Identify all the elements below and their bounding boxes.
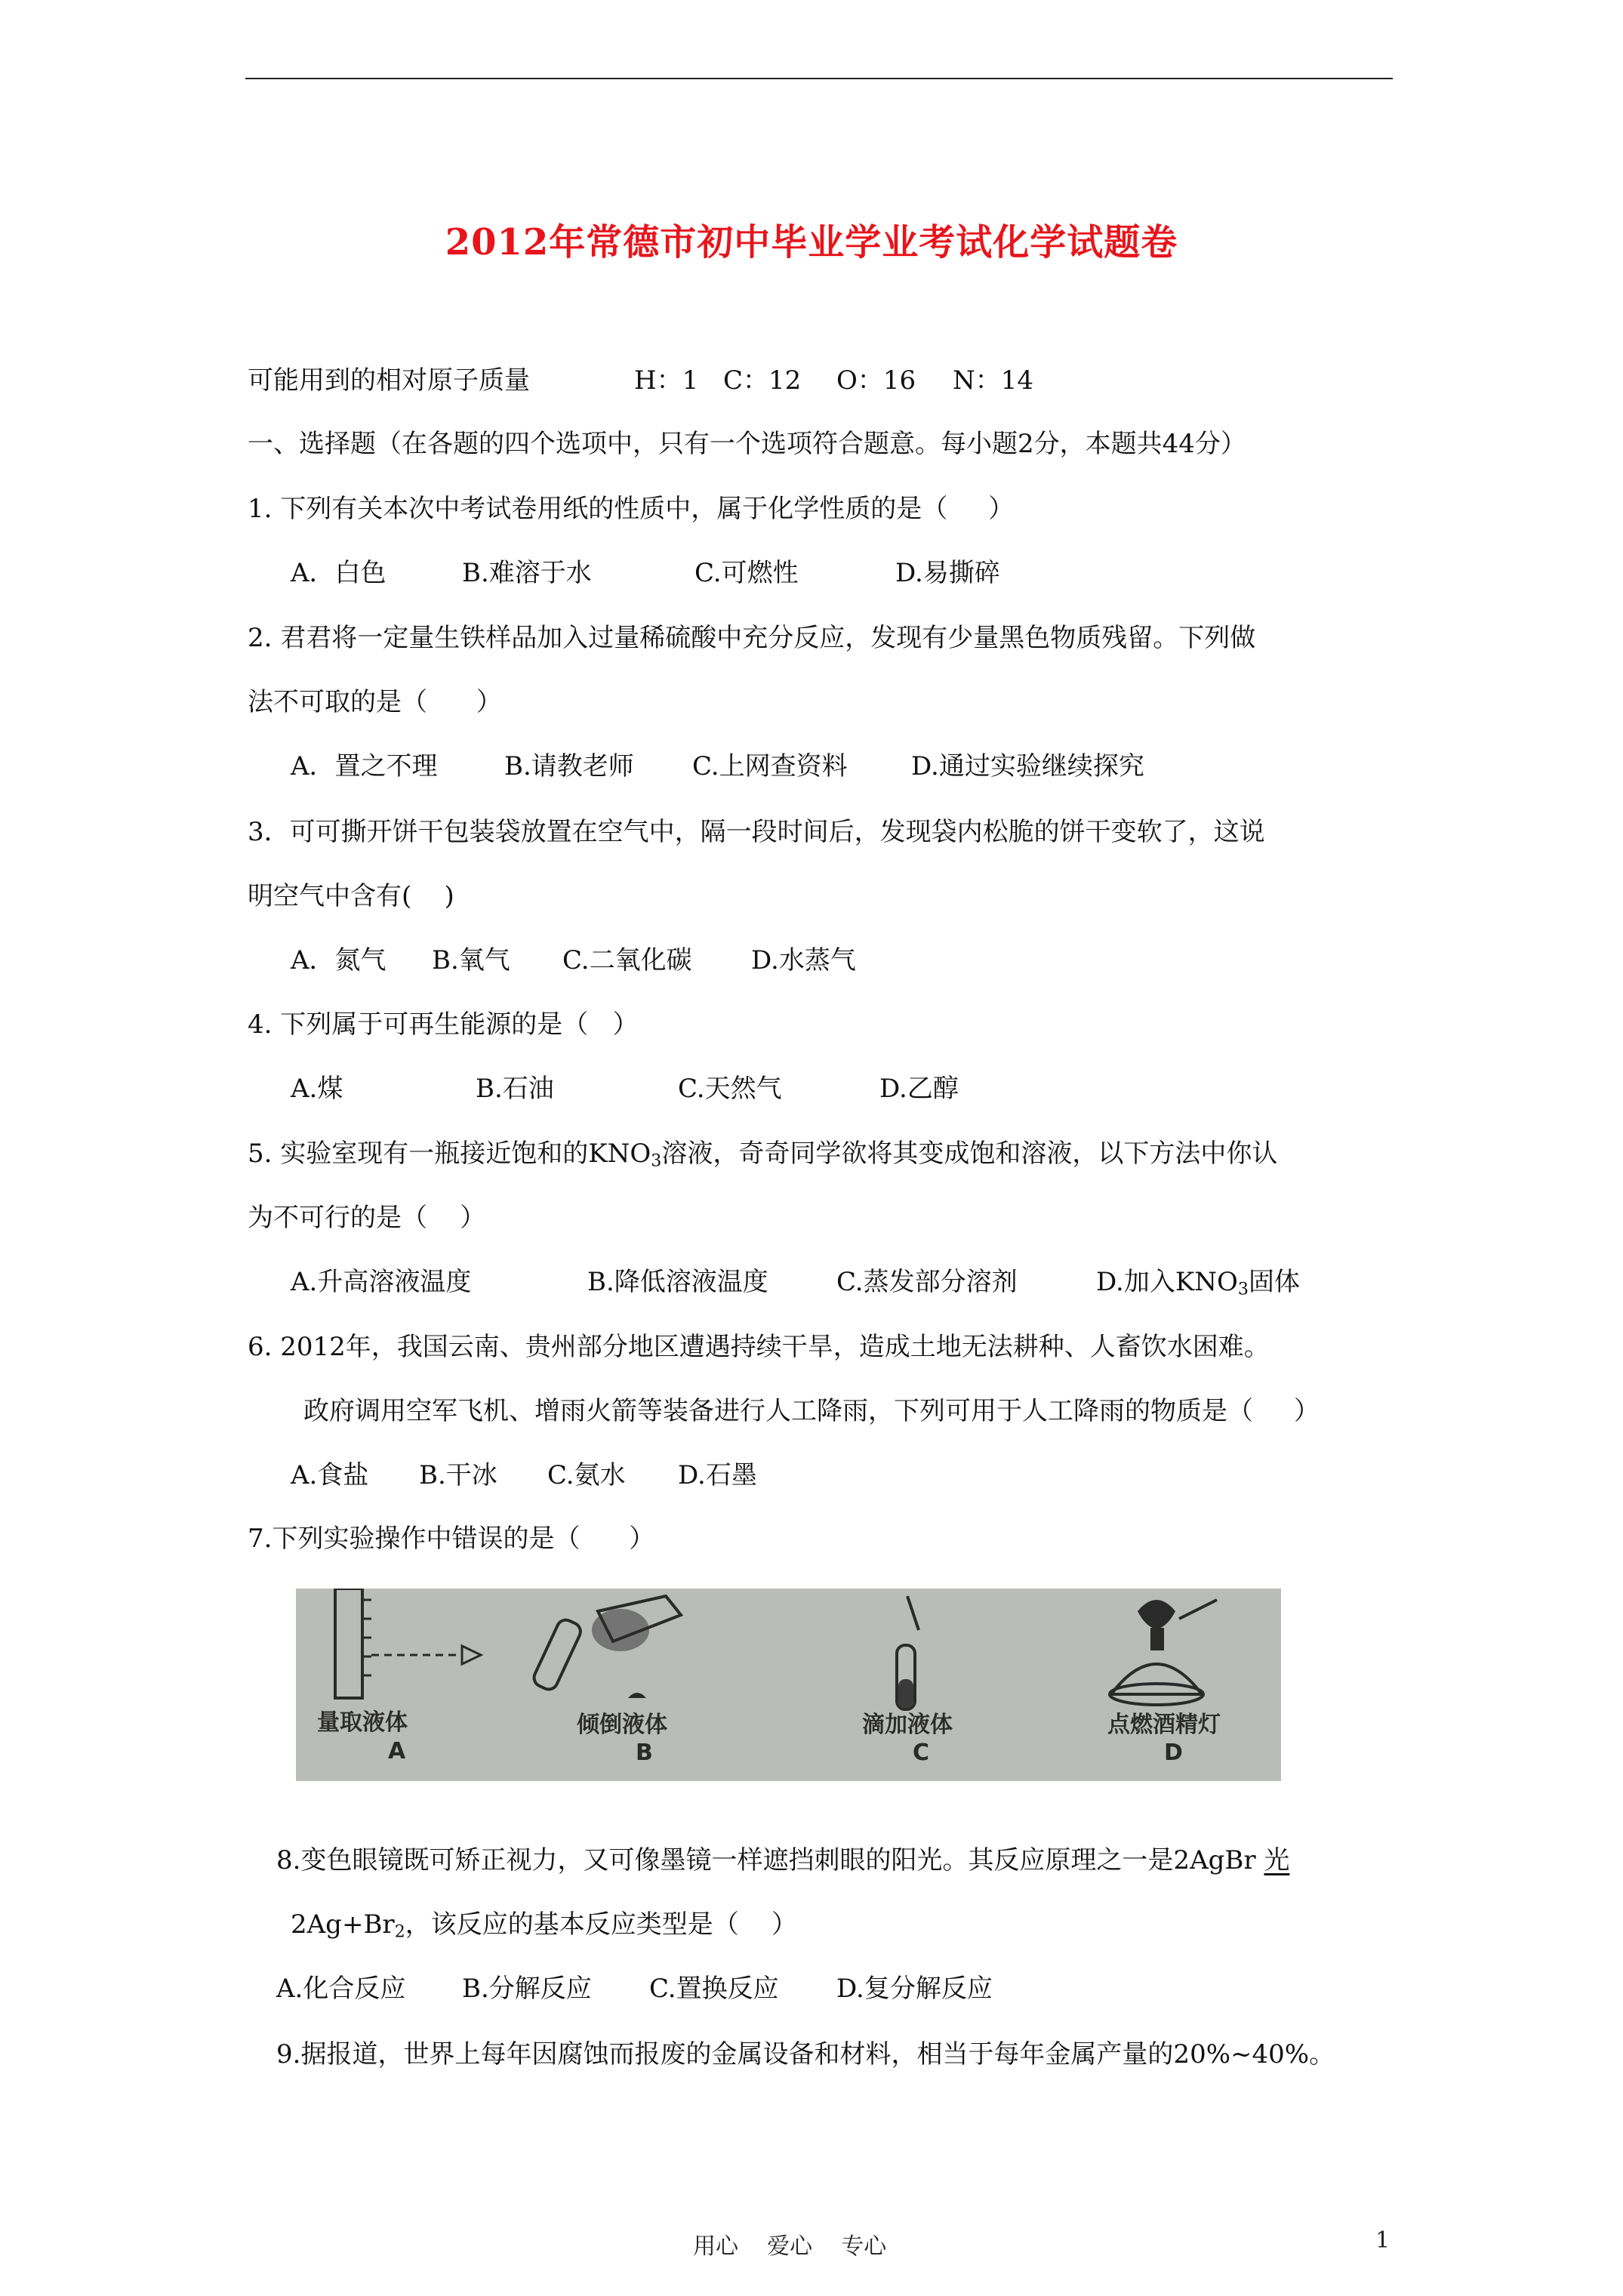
footer-motto: 用心 爱心 专心	[693, 2233, 887, 2260]
question-5-stem-line-2: 为不可行的是（ ）	[248, 1203, 486, 1233]
figure-label-d: 点燃酒精灯	[1107, 1712, 1221, 1738]
question-5-stem-line-1: 5. 实验室现有一瓶接近饱和的$KNO_3$溶液，奇奇同学欲将其变成饱和溶液，以下方法中你认	[248, 1139, 1278, 1171]
question-4-option-a: A.煤	[291, 1074, 343, 1104]
lab-operations-figure	[296, 1589, 1281, 1781]
atomic-mass-h: H：1	[634, 365, 699, 396]
question-6-option-a: A.食盐	[291, 1460, 369, 1490]
question-2-option-d: D.通过实验继续探究	[911, 751, 1144, 781]
question-8-option-d: D.复分解反应	[836, 1974, 993, 2004]
question-7-stem: 7.下列实验操作中错误的是（ ）	[248, 1524, 655, 1554]
atomic-mass-o: O：16	[836, 365, 916, 396]
question-9-stem: 9.据报道，世界上每年因腐蚀而报废的金属设备和材料，相当于每年金属产量的20%~40%。	[276, 2039, 1335, 2069]
question-8-option-a: A.化合反应	[276, 1974, 406, 2004]
figure-label-a: 量取液体	[317, 1709, 408, 1736]
question-3-option-d: D.水蒸气	[751, 945, 856, 975]
pouring-liquid-illustration	[515, 1589, 741, 1781]
atomic-mass-n: N：14	[953, 365, 1034, 396]
question-8-option-c: C.置换反应	[649, 1974, 779, 2004]
question-1-option-a: A．白色	[291, 558, 387, 588]
figure-letter-a: A	[388, 1738, 406, 1764]
question-3-option-b: B.氧气	[432, 945, 510, 975]
question-1-option-c: C.可燃性	[694, 558, 799, 588]
question-1-stem: 1. 下列有关本次中考试卷用纸的性质中，属于化学性质的是（ ）	[248, 494, 1015, 524]
header-rule	[245, 78, 1393, 79]
figure-letter-c: C	[913, 1740, 930, 1766]
question-6-option-b: B.干冰	[419, 1460, 497, 1490]
question-2-option-a: A．置之不理	[291, 751, 438, 781]
question-8-stem-line-1: 8.变色眼镜既可矫正视力，又可像墨镜一样遮挡刺眼的阳光。其反应原理之一是2AgBr 光	[276, 1845, 1290, 1875]
dropping-liquid-illustration	[824, 1589, 990, 1781]
question-4-option-c: C.天然气	[678, 1074, 782, 1104]
question-2-option-b: B.请教老师	[504, 751, 634, 781]
section-heading: 一、选择题（在各题的四个选项中，只有一个选项符合题意。每小题2分，本题共44分）	[248, 429, 1246, 459]
question-6-option-c: C.氨水	[547, 1460, 626, 1490]
reaction-condition-light: 光	[1264, 1845, 1290, 1875]
atomic-mass-label: 可能用到的相对原子质量	[248, 365, 530, 396]
question-3-stem-line-1: 3．可可撕开饼干包装袋放置在空气中，隔一段时间后，发现袋内松脆的饼干变软了，这说	[248, 817, 1265, 847]
question-3-option-a: A．氮气	[291, 945, 387, 975]
question-1-option-b: B.难溶于水	[462, 558, 592, 588]
question-5-option-b: B.降低溶液温度	[587, 1267, 768, 1297]
figure-label-c: 滴加液体	[862, 1712, 953, 1738]
question-1-option-d: D.易撕碎	[895, 558, 1000, 588]
question-5-option-c: C.蒸发部分溶剂	[836, 1267, 1018, 1297]
question-5-option-a: A.升高溶液温度	[291, 1267, 472, 1297]
question-6-stem-line-2: 政府调用空军飞机、增雨火箭等装备进行人工降雨，下列可用于人工降雨的物质是（ ）	[303, 1396, 1320, 1426]
question-8-stem-line-2: $2Ag+Br_2$，该反应的基本反应类型是（ ）	[291, 1909, 797, 1942]
question-4-stem: 4. 下列属于可再生能源的是（ ）	[248, 1009, 639, 1040]
question-2-stem-line-1: 2. 君君将一定量生铁样品加入过量稀硫酸中充分反应，发现有少量黑色物质残留。下列做	[248, 623, 1256, 653]
question-4-option-b: B.石油	[476, 1074, 554, 1104]
figure-letter-b: B	[636, 1740, 653, 1766]
question-6-option-d: D.石墨	[678, 1460, 757, 1490]
question-3-option-c: C.二氧化碳	[562, 945, 692, 975]
question-8-option-b: B.分解反应	[462, 1974, 592, 2004]
question-3-stem-line-2: 明空气中含有( )	[248, 881, 454, 911]
figure-letter-d: D	[1164, 1740, 1183, 1766]
figure-label-b: 倾倒液体	[577, 1712, 667, 1738]
question-2-stem-line-2: 法不可取的是（ ）	[248, 687, 502, 717]
question-4-option-d: D.乙醇	[879, 1074, 959, 1104]
page-number: 1	[1375, 2227, 1390, 2254]
atomic-mass-c: C：12	[723, 365, 802, 396]
question-2-option-c: C.上网查资料	[692, 751, 848, 781]
measuring-cylinder-illustration	[296, 1589, 545, 1781]
page-title: 2012年常德市初中毕业学业考试化学试题卷	[445, 221, 1178, 264]
question-6-stem-line-1: 6. 2012年，我国云南、贵州部分地区遭遇持续干旱，造成土地无法耕种、人畜饮水困难。	[248, 1332, 1270, 1362]
question-5-option-d: D.加入$KNO_3$固体	[1096, 1267, 1300, 1299]
